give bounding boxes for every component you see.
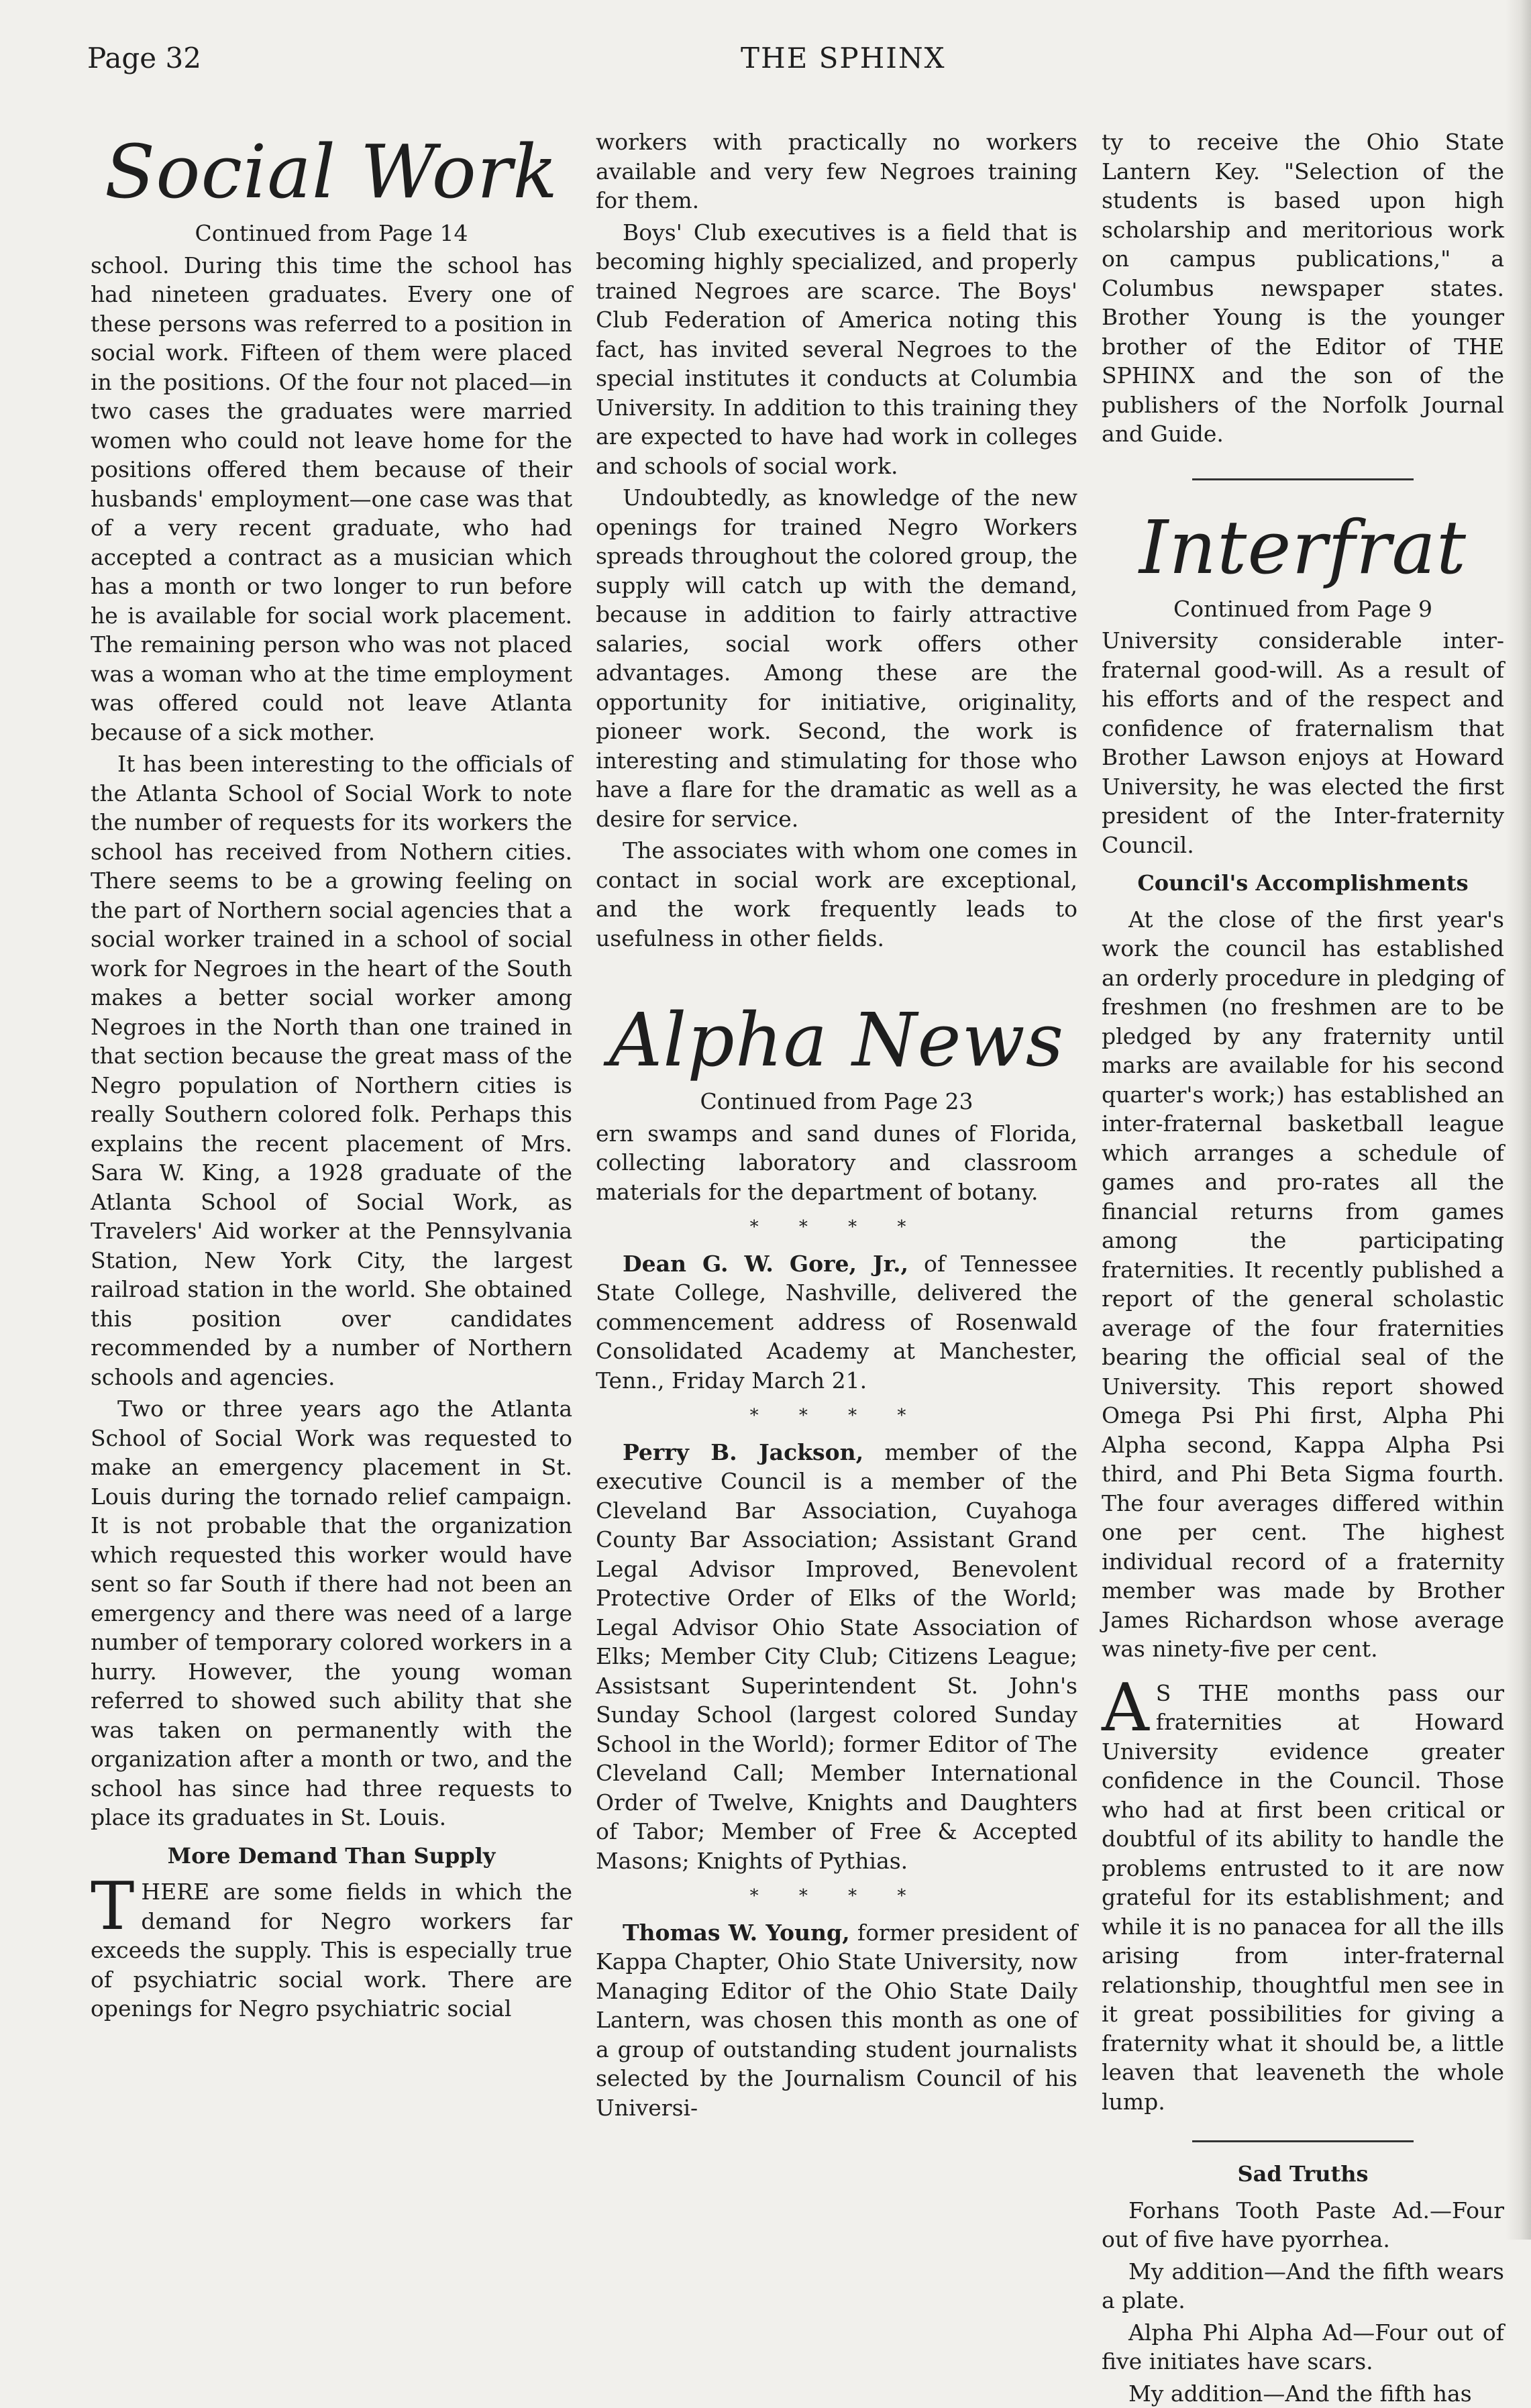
column-1 xyxy=(91,127,572,2024)
section-subhead: Council's Accomplishments xyxy=(1102,869,1504,898)
article-paragraph: school. During this time the school has had nineteen graduates. Every one of these persons was referred to a position in social work. Fifteen of them were placed in the positions. Of the four not placed—in two cases the graduates were married women who could not leave home for the positions offered them because of their husbands' employment—one case was that of a very recent graduate, who had accepted a contract as a musician which has a month or two longer to run before he is available for social work placement. The remaining person who was not placed was a woman who at the time employment was offered could not leave Atlanta because of a sick mother. xyxy=(91,251,572,747)
news-text: former president of Kappa Chapter, Ohio State University, now Managing Editor of the Ohio State Daily Lantern, was chosen this month as one of a group of outstanding student journalists selected by the Journalism Council of his Universi- xyxy=(596,1920,1077,2121)
lead-caps: HERE xyxy=(141,1879,209,1905)
person-name: Thomas W. Young, xyxy=(623,1920,850,1946)
article-paragraph: ern swamps and sand dunes of Florida, collecting laboratory and classroom materials for the department of botany. xyxy=(596,1119,1077,1207)
column-2 xyxy=(596,127,1077,2122)
article-paragraph xyxy=(91,1877,572,2024)
article-paragraph: My addition—And the fifth wears a plate. xyxy=(1102,2257,1504,2315)
section-subhead: More Demand Than Supply xyxy=(91,1842,572,1871)
article-paragraph: ty to receive the Ohio State Lantern Key. "Selection of the students is based upon high scholarship and meritorious work on campus publications," a Columbus newspaper states. Brother Young is the younger brother of the Editor of THE SPHINX and the son of the publishers of the Norfolk Journal and Guide. xyxy=(1102,127,1504,449)
interfrat-title: Interfrat xyxy=(1102,507,1504,588)
article-paragraph: workers with practically no workers available and very few Negroes training for them. xyxy=(596,127,1077,215)
article-paragraph: Two or three years ago the Atlanta School of Social Work was requested to make an emergency placement in St. Louis during the tornado relief campaign. It is not probable that the organization which requested this worker would have sent so far South if there had not been an emergency and there was need of a large number of temporary colored workers in a hurry. However, the young woman referred to showed such ability that she was taken on permanently with the organization after a month or two, and the school has since had three requests to place its graduates in St. Louis. xyxy=(91,1394,572,1832)
news-item xyxy=(596,1249,1077,1396)
article-paragraph xyxy=(1102,1679,1504,2117)
continued-note: Continued from Page 23 xyxy=(596,1087,1077,1116)
article-paragraph: It has been interesting to the officials of the Atlanta School of Social Work to note the number of requests for its workers the school has received from Nothern cities. There seems to be a growing feeling on the part of Northern social agencies that a social worker trained in a school of social work for Negroes in the heart of the South makes a better social worker among Negroes in the North than one trained in that section because the great mass of the Negro population of Northern cities is really Southern colored folk. Perhaps this explains the recent placement of Mrs. Sara W. King, a 1928 graduate of the Atlanta School of Social Work, as Travelers' Aid worker at the Pennsylvania Station, New York City, the largest railroad station in the world. She obtained this position over candidates recommended by a number of Northern schools and agencies. xyxy=(91,749,572,1392)
news-item xyxy=(596,1438,1077,1876)
masthead: THE SPHINX xyxy=(741,42,946,74)
article-paragraph: At the close of the first year's work the council has established an orderly procedure in pledging of freshmen (no freshmen are to be pledged by any fraternity until marks are available for his second quarter's work;) has established an inter-fraternal basketball league which arranges a schedule of games and pro-rates all the financial returns from games among the participating fraternities. It recently published a report of the general scholastic average of the four fraternities bearing the official seal of the University. This report showed Omega Psi Phi first, Alpha Phi Alpha second, Kappa Alpha Psi third, and Phi Beta Sigma fourth. The four averages differed within one per cent. The highest individual record of a fraternity member was made by Brother James Richardson whose average was ninety-five per cent. xyxy=(1102,905,1504,1664)
person-name: Dean G. W. Gore, Jr., xyxy=(623,1251,908,1277)
article-paragraph: Forhans Tooth Paste Ad.—Four out of five have pyorrhea. xyxy=(1102,2196,1504,2254)
alpha-news-title: Alpha News xyxy=(596,1000,1077,1080)
drop-cap: T xyxy=(91,1880,134,1934)
article-paragraph: Undoubtedly, as knowledge of the new openings for trained Negro Workers spreads throughout the colored group, the supply will catch up with the demand, because in addition to fairly attractive salaries, social work offers other advantages. Among these are the opportunity for initiative, originality, pioneer work. Second, the work is interesting and stimulating for those who have a flare for the dramatic as well as a desire for service. xyxy=(596,483,1077,833)
continued-note: Continued from Page 9 xyxy=(1102,594,1504,624)
person-name: Perry B. Jackson, xyxy=(623,1439,863,1465)
section-divider-stars: * * * * xyxy=(596,1882,1077,1912)
article-paragraph: Boys' Club executives is a field that is becoming highly specialized, and properly trained Negroes are scarce. The Boys' Club Federation of America noting this fact, has invited several Negroes to the special institutes it conducts at Columbia University. In addition to this training they are expected to have had work in colleges and schools of social work. xyxy=(596,218,1077,481)
section-divider-stars: * * * * xyxy=(596,1213,1077,1243)
article-paragraph: The associates with whom one comes in contact in social work are exceptional, and the work frequently leads to usefulness in other fields. xyxy=(596,836,1077,953)
section-divider-stars: * * * * xyxy=(596,1402,1077,1431)
section-rule xyxy=(1192,2140,1414,2142)
section-rule xyxy=(1192,478,1414,480)
paragraph-text: are some fields in which the demand for Negro workers far exceeds the supply. This is especially true of psychiatric social work. There are openings for Negro psychiatric social xyxy=(91,1879,572,2022)
column-3 xyxy=(1102,127,1504,2408)
news-text: of Tennessee State College, Nashville, delivered the commencement address of Rosenwald Consolidated Academy at Manchester, Tenn., Friday March 21. xyxy=(596,1251,1077,1394)
section-subhead: Sad Truths xyxy=(1102,2160,1504,2189)
drop-cap: A xyxy=(1102,1681,1149,1735)
news-item xyxy=(596,1918,1077,2123)
article-paragraph: University considerable inter-fraternal good-will. As a result of his efforts and of the respect and confidence of fraternalism that Brother Lawson enjoys at Howard University, he was elected the first president of the Inter-fraternity Council. xyxy=(1102,626,1504,859)
article-paragraph: Alpha Phi Alpha Ad—Four out of five initiates have scars. xyxy=(1102,2318,1504,2376)
social-work-title: Social Work xyxy=(91,132,572,212)
lead-caps: S THE xyxy=(1156,1680,1249,1706)
page-number: Page 32 xyxy=(87,42,201,74)
news-text: member of the executive Council is a member of the Cleveland Bar Association, Cuyahoga County Bar Association; Assistant Grand Legal Advisor Improved, Benevolent Protective Order of Elks of the World; Legal Advisor Ohio State Association of Elks; Member City Club; Citizens League; Assistsant Superintendent St. John's Sunday School (largest colored Sunday School in the World); former Editor of The Cleveland Call; Member International Order of Twelve, Knights and Daughters of Tabor; Member of Free & Accepted Masons; Knights of Pythias. xyxy=(596,1439,1077,1874)
facing-page-bleed xyxy=(1506,0,1531,2240)
paragraph-text: months pass our fraternities at Howard University evidence greater confidence in the Council. Those who had at first been critical or doubtful of its ability to handle the problems entrusted to it are now grateful for its establishment; and while it is no panacea for all the ills arising from inter-fraternal relationship, thoughtful men see in it great possibilities for giving a fraternity what it should be, a little leaven that leaveneth the whole lump. xyxy=(1102,1680,1504,2115)
article-paragraph: My addition—And the fifth has xyxy=(1102,2379,1504,2408)
continued-note: Continued from Page 14 xyxy=(91,219,572,248)
